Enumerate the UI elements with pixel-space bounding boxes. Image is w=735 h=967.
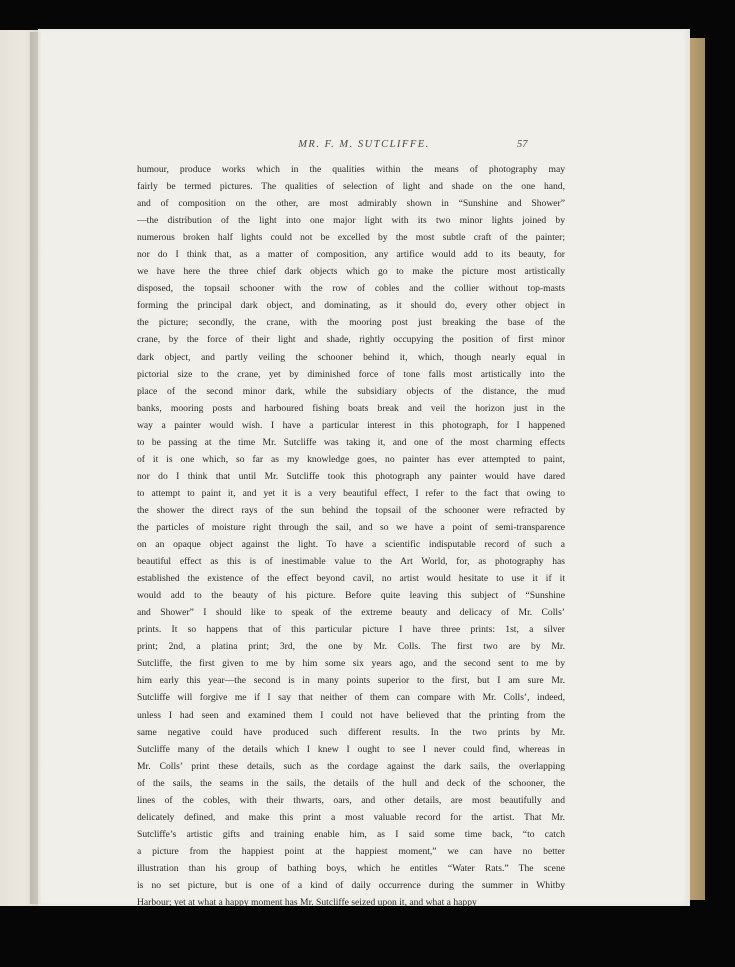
text-line: nor do I think that until Mr. Sutcliffe took this photograph any painter would have dared: [137, 470, 565, 482]
text-line: Sutcliffe many of the details which I knew I ought to see I never could find, whereas in: [137, 743, 565, 755]
book-page: [38, 29, 690, 909]
text-line: the shower the direct rays of the sun behind the topsail of the schooner were refracted by: [137, 504, 565, 516]
text-line: on an opaque object against the light. To have a scientific indisputable record of such a: [137, 539, 565, 551]
text-line: crane, by the force of their light and shade, rightly occupying the position of first minor: [137, 334, 565, 346]
text-line: humour, produce works which in the qualities within the means of photography may: [137, 164, 565, 175]
body-text: [137, 161, 565, 911]
text-line: is no set picture, but is one of a kind of daily occurrence during the summer in Whitby: [137, 879, 565, 891]
text-line: to be passing at the time Mr. Sutcliffe was taking it, and one of the most charming effects: [137, 436, 565, 448]
text-line: place of the second minor dark, while the subsidiary objects of the distance, the mud: [137, 385, 565, 397]
running-head: MR. F. M. SUTCLIFFE.: [298, 139, 430, 150]
text-line: to attempt to paint it, and yet it is a very beautiful effect, I refer to the fact that owing to: [137, 487, 565, 499]
text-line: Sutcliffe’s artistic gifts and training enable him, as I said some time back, “to catch: [137, 828, 565, 840]
text-line: fairly be termed pictures. The qualities of selection of light and shade on the one hand,: [137, 181, 565, 193]
text-line: delicately defined, and make this print a most valuable record for the artist. That Mr.: [137, 811, 565, 823]
text-line: would add to the beauty of his picture. Before quite leaving this subject of “Sunshine: [137, 590, 565, 602]
text-line: same negative could have produced such different results. In the two prints by Mr.: [137, 726, 565, 738]
text-line: forming the principal dark object, and dominating, as it should do, every other object in: [137, 300, 565, 312]
text-line: pictorial size to the crane, yet by diminished force of tone falls most artistically into the: [137, 368, 565, 380]
text-line: of the sails, the seams in the sails, the details of the hull and deck of the schooner, the: [137, 777, 565, 789]
text-line: and of composition on the other, are most admirably shown in “Sunshine and Shower”: [137, 198, 565, 210]
text-line: beautiful effect as this is of inestimable value to the Art World, for, as photography has: [137, 556, 565, 568]
text-line: —the distribution of the light into one major light with its two minor lights joined by: [137, 215, 565, 227]
text-line: prints. It so happens that of this particular picture I have three prints: 1st, a silver: [137, 624, 565, 636]
page-header: [38, 139, 690, 155]
text-line: we have here the three chief dark objects which go to make the picture most artistically: [137, 266, 565, 278]
text-line: Harbour; yet at what a happy moment has Mr. Sutcliffe seized upon it, and what a happy: [137, 897, 477, 909]
text-line: Sutcliffe, the first given to me by him some six years ago, and the second sent to me by: [137, 658, 565, 670]
text-line: and Shower” I should like to speak of the extreme beauty and delicacy of Mr. Colls’: [137, 607, 565, 619]
text-line: nor do I think that, as a matter of composition, any artifice would add to its beauty, for: [137, 249, 565, 261]
page-number: 57: [517, 139, 528, 150]
text-line: lines of the cobles, with their thwarts, oars, and other details, are most beautifully and: [137, 794, 565, 806]
text-line: of it is one which, so far as my knowledge goes, no painter has ever attempted to paint,: [137, 453, 565, 465]
text-line: print; 2nd, a platina print; 3rd, the one by Mr. Colls. The first two are by Mr.: [137, 641, 565, 653]
text-line: Sutcliffe will forgive me if I say that neither of them can compare with Mr. Colls’, indeed,: [137, 692, 565, 704]
text-line: banks, mooring posts and harboured fishing boats break and veil the horizon just in the: [137, 402, 565, 414]
text-line: unless I had seen and examined them I could not have believed that the printing from the: [137, 709, 565, 721]
text-line: a picture from the happiest point at the happiest moment,” we can have no better: [137, 845, 565, 857]
text-line: established the existence of the effect beyond cavil, no artist would hesitate to use it if it: [137, 573, 565, 585]
text-line: illustration than his group of bathing boys, which he entitles “Water Rats.” The scene: [137, 862, 565, 874]
text-line: Mr. Colls’ print these details, such as the cordage against the dark sails, the overlapping: [137, 760, 565, 772]
text-line: him early this year—the second is in many points superior to the first, but I am sure Mr.: [137, 675, 565, 687]
page-gutter-shadow: [30, 32, 42, 904]
text-line: way a painter would wish. I have a particular interest in this photograph, for I happened: [137, 419, 565, 431]
text-line: the picture; secondly, the crane, with the mooring post just breaking the base of the: [137, 317, 565, 329]
text-line: dark object, and partly veiling the schooner behind it, which, though nearly equal in: [137, 351, 565, 363]
text-line: disposed, the topsail schooner with the row of cobles and the collier without top-masts: [137, 283, 565, 295]
text-line: the particles of moisture right through the sail, and so we have a point of semi-transparence: [137, 521, 565, 533]
text-line: numerous broken half lights could not be excelled by the most subtle craft of the painter;: [137, 232, 565, 244]
